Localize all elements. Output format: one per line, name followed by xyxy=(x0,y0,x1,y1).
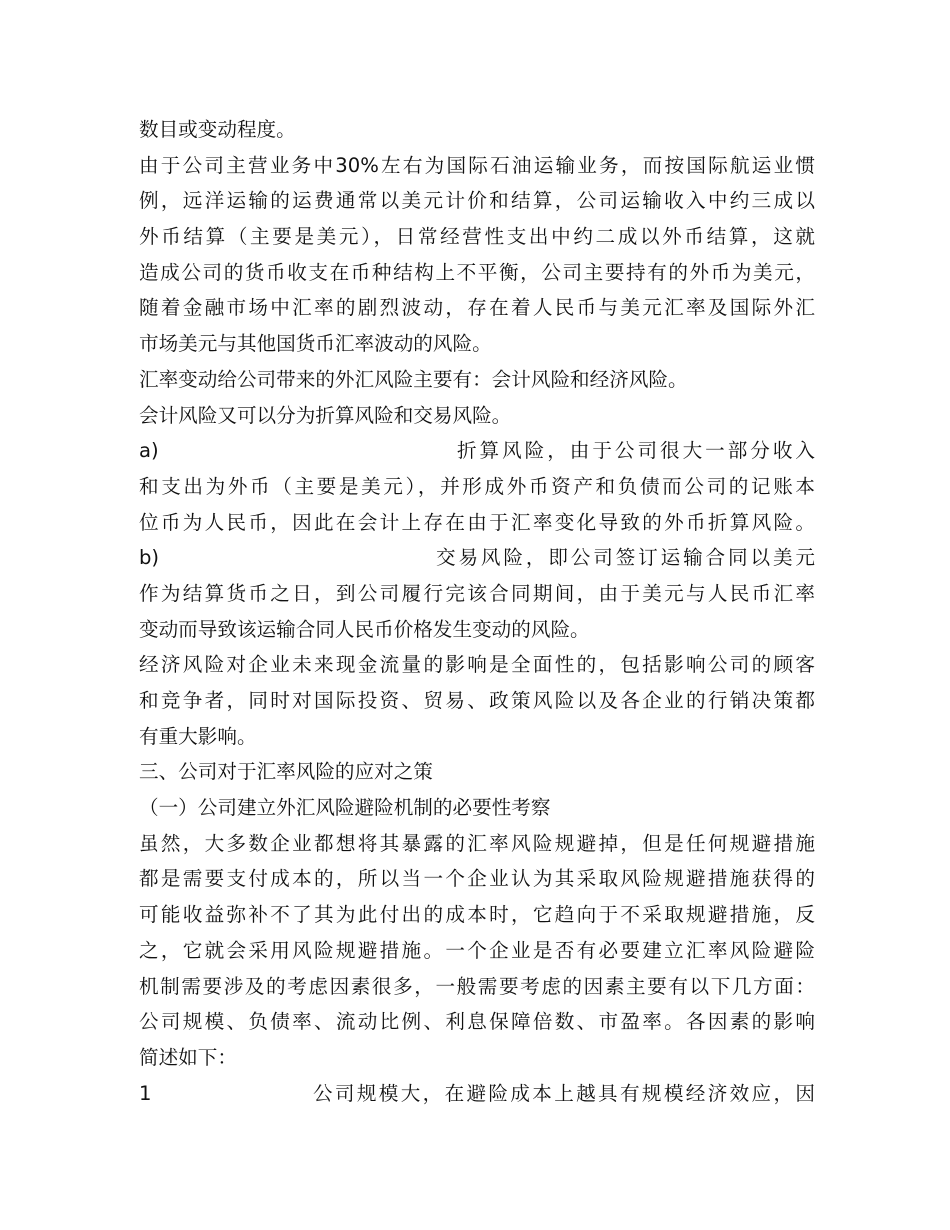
text-line: 市场美元与其他国货币汇率波动的风险。 xyxy=(139,332,492,356)
text-line: 和支出为外币（主要是美元），并形成外币资产和负债而公司的记账本 xyxy=(139,474,815,498)
list-item-a xyxy=(139,433,815,469)
list-item-a-text: 折算风险，由于公司很大一部分收入 xyxy=(457,439,815,463)
document-body xyxy=(139,112,815,1111)
text-line: 数目或变动程度。 xyxy=(139,118,296,141)
text-line: 造成公司的货币收支在币种结构上不平衡，公司主要持有的外币为美元， xyxy=(139,260,815,284)
subsection-heading: （一）公司建立外汇风险避险机制的必要性考察 xyxy=(139,796,551,820)
text-line: 之，它就会采用风险规避措施。一个企业是否有必要建立汇率风险避险 xyxy=(139,938,815,962)
text-line: 简述如下： xyxy=(139,1045,237,1069)
text-line: 随着金融市场中汇率的剧烈波动，存在着人民币与美元汇率及国际外汇 xyxy=(139,296,815,320)
text-line: 会计风险又可以分为折算风险和交易风险。 xyxy=(139,403,512,427)
list-item-1 xyxy=(139,1076,815,1112)
text-line: 例，远洋运输的运费通常以美元计价和结算，公司运输收入中约三成以 xyxy=(139,189,815,213)
list-marker-b: b) xyxy=(139,546,160,570)
text-line: 经济风险对企业未来现金流量的影响是全面性的，包括影响公司的顾客 xyxy=(139,653,815,677)
text-line: 外币结算（主要是美元），日常经营性支出中约二成以外币结算，这就 xyxy=(139,225,815,249)
text-line: 虽然，大多数企业都想将其暴露的汇率风险规避掉，但是任何规避措施 xyxy=(139,831,815,855)
text-line: 都是需要支付成本的，所以当一个企业认为其采取风险规避措施获得的 xyxy=(139,867,815,891)
text-line: 变动而导致该运输合同人民币价格发生变动的风险。 xyxy=(139,617,590,641)
text-line: 可能收益弥补不了其为此付出的成本时，它趋向于不采取规避措施，反 xyxy=(139,903,815,927)
list-item-1-text: 公司规模大，在避险成本上越具有规模经济效应，因 xyxy=(313,1081,815,1105)
text-line: 和竞争者，同时对国际投资、贸易、政策风险以及各企业的行销决策都 xyxy=(139,689,815,712)
list-marker-1: 1 xyxy=(139,1081,152,1105)
list-marker-a: a) xyxy=(139,439,159,463)
text-line: 汇率变动给公司带来的外汇风险主要有：会计风险和经济风险。 xyxy=(139,367,688,391)
section-heading: 三、公司对于汇率风险的应对之策 xyxy=(139,760,433,784)
text-line: 位币为人民币，因此在会计上存在由于汇率变化导致的外币折算风险。 xyxy=(139,510,815,534)
list-item-b xyxy=(139,540,815,576)
text-line: 有重大影响。 xyxy=(139,724,257,748)
text-line: 作为结算货币之日，到公司履行完该合同期间，由于美元与人民币汇率 xyxy=(139,581,815,605)
text-line: 公司规模、负债率、流动比例、利息保障倍数、市盈率。各因素的影响 xyxy=(139,1010,815,1034)
text-line: 机制需要涉及的考虑因素很多，一般需要考虑的因素主要有以下几方面： xyxy=(139,974,815,998)
list-item-b-text: 交易风险，即公司签订运输合同以美元 xyxy=(436,546,815,570)
text-line: 由于公司主营业务中30%左右为国际石油运输业务，而按国际航运业惯 xyxy=(139,153,815,177)
